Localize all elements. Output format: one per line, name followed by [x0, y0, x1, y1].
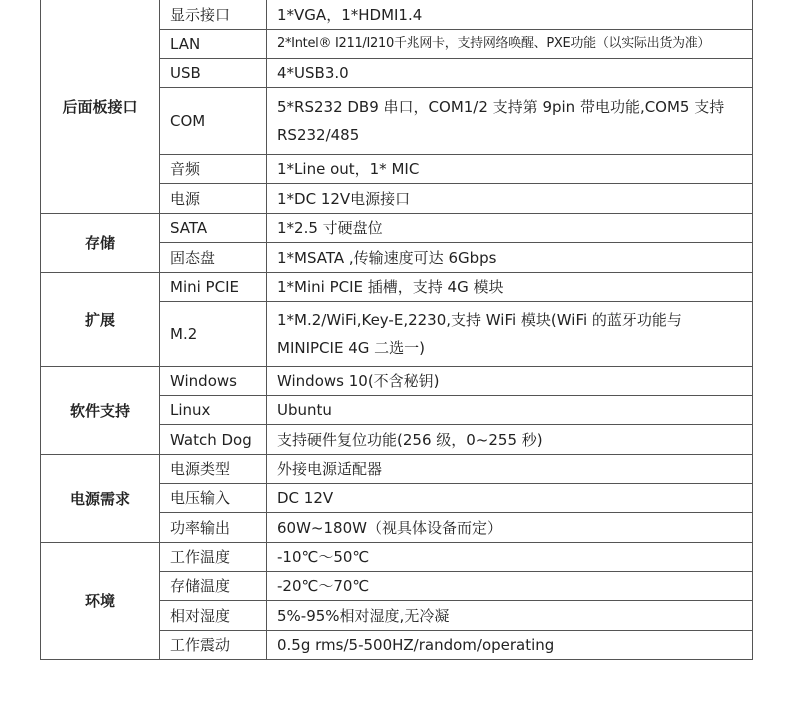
row-value: 支持硬件复位功能(256 级，0~255 秒) [267, 425, 753, 455]
row-label: 功率输出 [160, 513, 267, 543]
row-label: 电压输入 [160, 484, 267, 513]
table-row [41, 455, 753, 484]
row-value: 1*2.5 寸硬盘位 [267, 214, 753, 243]
row-value: 外接电源适配器 [267, 455, 753, 484]
row-label: 显示接口 [160, 0, 267, 30]
row-label: 相对湿度 [160, 601, 267, 631]
row-value: 60W~180W（视具体设备而定） [267, 513, 753, 543]
group-label: 后面板接口 [41, 0, 160, 214]
row-value: -20℃～70℃ [267, 572, 753, 601]
row-label: 工作温度 [160, 543, 267, 572]
row-value: Ubuntu [267, 396, 753, 425]
row-value: 2*Intel® I211/I210千兆网卡，支持网络唤醒、PXE功能（以实际出货为准） [267, 30, 753, 59]
row-value: 1*Mini PCIE 插槽，支持 4G 模块 [267, 273, 753, 302]
row-value: 4*USB3.0 [267, 59, 753, 88]
row-label: LAN [160, 30, 267, 59]
row-label: Windows [160, 367, 267, 396]
group-label: 软件支持 [41, 367, 160, 455]
row-label: COM [160, 88, 267, 155]
spec-table [40, 0, 753, 660]
group-label: 环境 [41, 543, 160, 660]
row-value: 5%-95%相对湿度,无冷凝 [267, 601, 753, 631]
row-label: 音频 [160, 155, 267, 184]
group-label: 存储 [41, 214, 160, 273]
row-value: Windows 10(不含秘钥) [267, 367, 753, 396]
table-row [41, 0, 753, 30]
table-row [41, 367, 753, 396]
row-value: 0.5g rms/5-500HZ/random/operating [267, 631, 753, 660]
table-row [41, 273, 753, 302]
row-value: 5*RS232 DB9 串口，COM1/2 支持第 9pin 带电功能,COM5 支持 RS232/485 [267, 88, 753, 155]
row-label: SATA [160, 214, 267, 243]
row-value: 1*DC 12V电源接口 [267, 184, 753, 214]
row-value: 1*MSATA ,传输速度可达 6Gbps [267, 243, 753, 273]
table-row [41, 214, 753, 243]
row-label: Linux [160, 396, 267, 425]
row-value: 1*Line out，1* MIC [267, 155, 753, 184]
row-label: 存储温度 [160, 572, 267, 601]
row-label: Watch Dog [160, 425, 267, 455]
row-label: 工作震动 [160, 631, 267, 660]
table-row [41, 543, 753, 572]
row-value: 1*M.2/WiFi,Key-E,2230,支持 WiFi 模块(WiFi 的蓝牙功能与 MINIPCIE 4G 二选一) [267, 302, 753, 367]
group-label: 扩展 [41, 273, 160, 367]
group-label: 电源需求 [41, 455, 160, 543]
row-label: 固态盘 [160, 243, 267, 273]
row-value: DC 12V [267, 484, 753, 513]
row-value: -10℃～50℃ [267, 543, 753, 572]
row-label: 电源类型 [160, 455, 267, 484]
row-label: 电源 [160, 184, 267, 214]
row-label: USB [160, 59, 267, 88]
row-label: M.2 [160, 302, 267, 367]
row-value: 1*VGA，1*HDMI1.4 [267, 0, 753, 30]
row-label: Mini PCIE [160, 273, 267, 302]
